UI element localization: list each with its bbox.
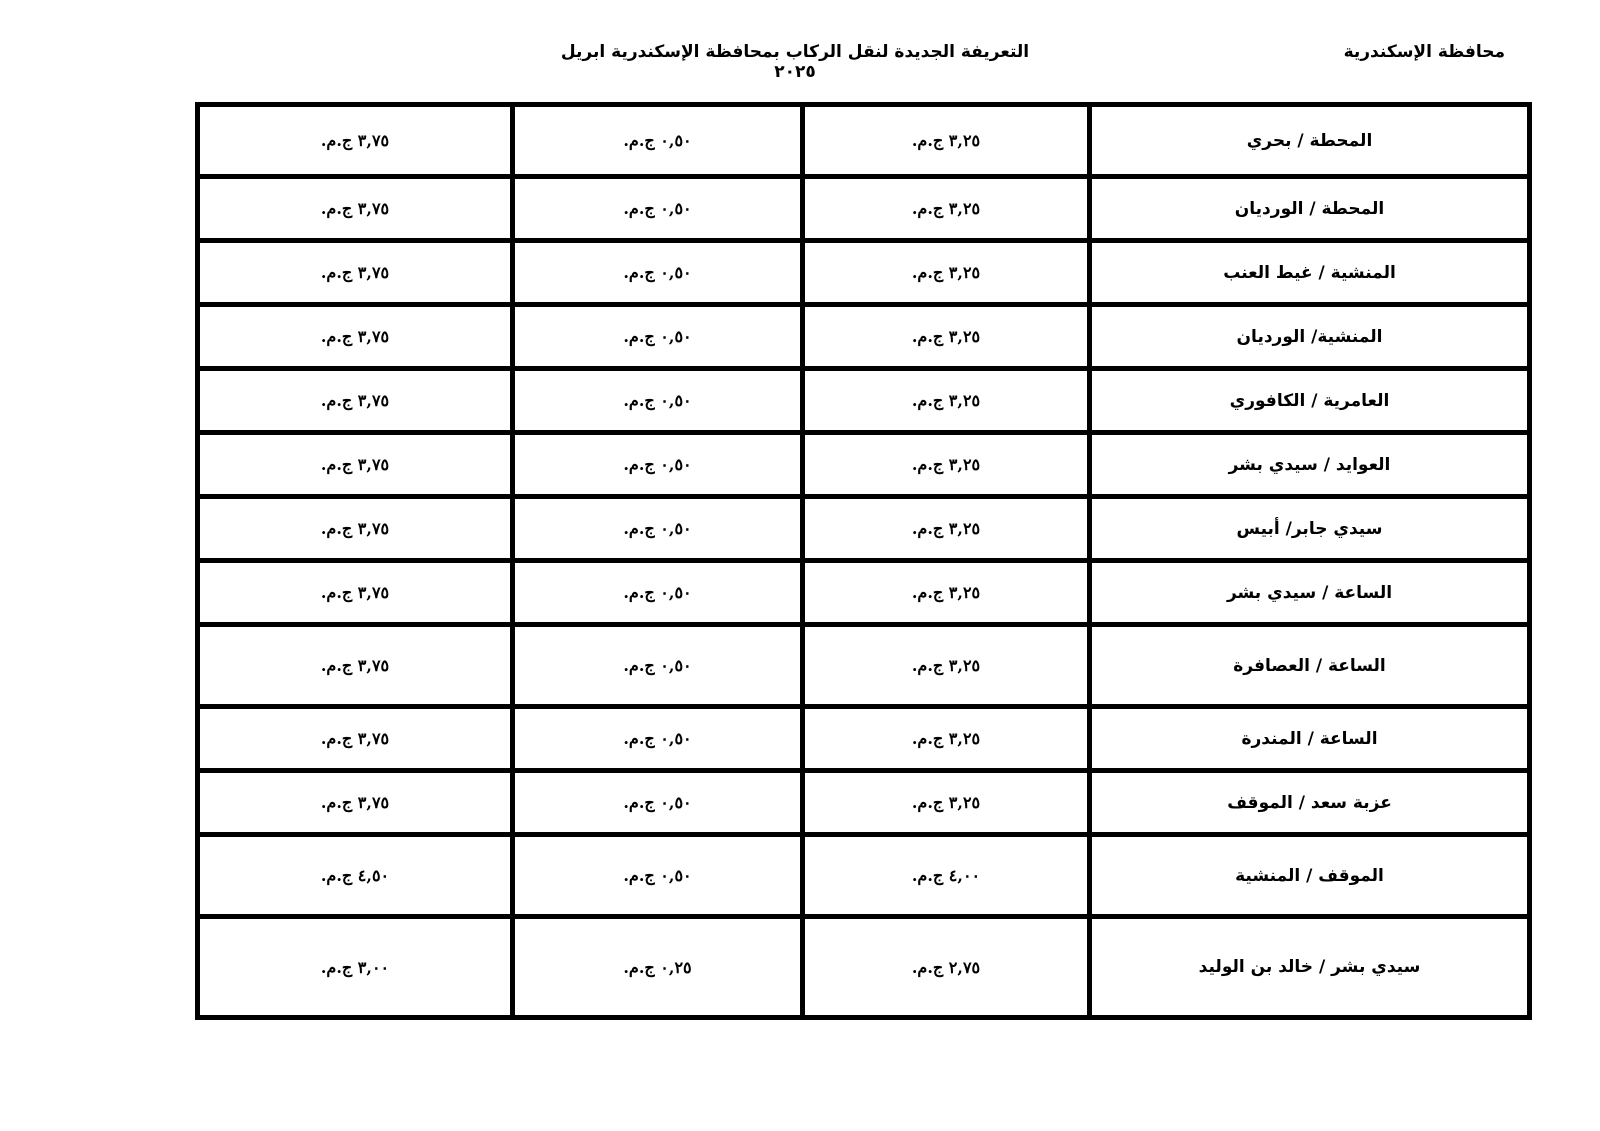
total-fare-cell: ٣,٧٥ ج.م. [198, 177, 513, 241]
table-row [198, 771, 1530, 835]
total-fare-cell: ٣,٧٥ ج.م. [198, 561, 513, 625]
increase-cell: ٠,٥٠ ج.م. [513, 771, 803, 835]
table-row [198, 625, 1530, 707]
table-row [198, 561, 1530, 625]
increase-cell: ٠,٥٠ ج.م. [513, 305, 803, 369]
fare-cell: ٣,٢٥ ج.م. [803, 241, 1090, 305]
increase-cell: ٠,٢٥ ج.م. [513, 917, 803, 1018]
fare-table-body [198, 105, 1530, 1018]
fare-cell: ٣,٢٥ ج.م. [803, 369, 1090, 433]
table-row [198, 835, 1530, 917]
fare-table [195, 102, 1532, 1020]
fare-cell: ٣,٢٥ ج.م. [803, 433, 1090, 497]
increase-cell: ٠,٥٠ ج.م. [513, 433, 803, 497]
total-fare-cell: ٣,٧٥ ج.م. [198, 305, 513, 369]
increase-cell: ٠,٥٠ ج.م. [513, 561, 803, 625]
route-cell: الموقف / المنشية [1090, 835, 1530, 917]
total-fare-cell: ٤,٥٠ ج.م. [198, 835, 513, 917]
table-row [198, 497, 1530, 561]
route-cell: المنشية / غيط العنب [1090, 241, 1530, 305]
governorate-label: محافظة الإسكندرية [1343, 42, 1505, 62]
table-row [198, 707, 1530, 771]
table-row [198, 177, 1530, 241]
increase-cell: ٠,٥٠ ج.م. [513, 369, 803, 433]
total-fare-cell: ٣,٧٥ ج.م. [198, 497, 513, 561]
total-fare-cell: ٣,٧٥ ج.م. [198, 433, 513, 497]
document-title: التعريفة الجديدة لنقل الركاب بمحافظة الإسكندرية ابريل ٢٠٢٥ [560, 42, 1030, 82]
route-cell: المنشية/ الورديان [1090, 305, 1530, 369]
route-cell: الساعة / سيدي بشر [1090, 561, 1530, 625]
fare-cell: ٣,٢٥ ج.م. [803, 707, 1090, 771]
route-cell: المحطة / الورديان [1090, 177, 1530, 241]
route-cell: عزبة سعد / الموقف [1090, 771, 1530, 835]
increase-cell: ٠,٥٠ ج.م. [513, 105, 803, 177]
route-cell: العوايد / سيدي بشر [1090, 433, 1530, 497]
route-cell: الساعة / المندرة [1090, 707, 1530, 771]
increase-cell: ٠,٥٠ ج.م. [513, 241, 803, 305]
total-fare-cell: ٣,٧٥ ج.م. [198, 771, 513, 835]
table-row [198, 369, 1530, 433]
fare-cell: ٣,٢٥ ج.م. [803, 561, 1090, 625]
table-row [198, 433, 1530, 497]
increase-cell: ٠,٥٠ ج.م. [513, 835, 803, 917]
fare-cell: ٣,٢٥ ج.م. [803, 771, 1090, 835]
total-fare-cell: ٣,٠٠ ج.م. [198, 917, 513, 1018]
total-fare-cell: ٣,٧٥ ج.م. [198, 369, 513, 433]
total-fare-cell: ٣,٧٥ ج.م. [198, 105, 513, 177]
table-row [198, 305, 1530, 369]
fare-cell: ٣,٢٥ ج.م. [803, 625, 1090, 707]
total-fare-cell: ٣,٧٥ ج.م. [198, 707, 513, 771]
fare-cell: ٣,٢٥ ج.م. [803, 105, 1090, 177]
total-fare-cell: ٣,٧٥ ج.م. [198, 625, 513, 707]
total-fare-cell: ٣,٧٥ ج.م. [198, 241, 513, 305]
route-cell: الساعة / العصافرة [1090, 625, 1530, 707]
route-cell: المحطة / بحري [1090, 105, 1530, 177]
fare-cell: ٣,٢٥ ج.م. [803, 497, 1090, 561]
fare-cell: ٣,٢٥ ج.م. [803, 305, 1090, 369]
increase-cell: ٠,٥٠ ج.م. [513, 497, 803, 561]
increase-cell: ٠,٥٠ ج.م. [513, 707, 803, 771]
route-cell: سيدي بشر / خالد بن الوليد [1090, 917, 1530, 1018]
table-row [198, 105, 1530, 177]
table-row [198, 241, 1530, 305]
table-row [198, 917, 1530, 1018]
route-cell: العامرية / الكافوري [1090, 369, 1530, 433]
route-cell: سيدي جابر/ أبيس [1090, 497, 1530, 561]
increase-cell: ٠,٥٠ ج.م. [513, 625, 803, 707]
fare-cell: ٣,٢٥ ج.م. [803, 177, 1090, 241]
fare-cell: ٢,٧٥ ج.م. [803, 917, 1090, 1018]
increase-cell: ٠,٥٠ ج.م. [513, 177, 803, 241]
fare-cell: ٤,٠٠ ج.م. [803, 835, 1090, 917]
